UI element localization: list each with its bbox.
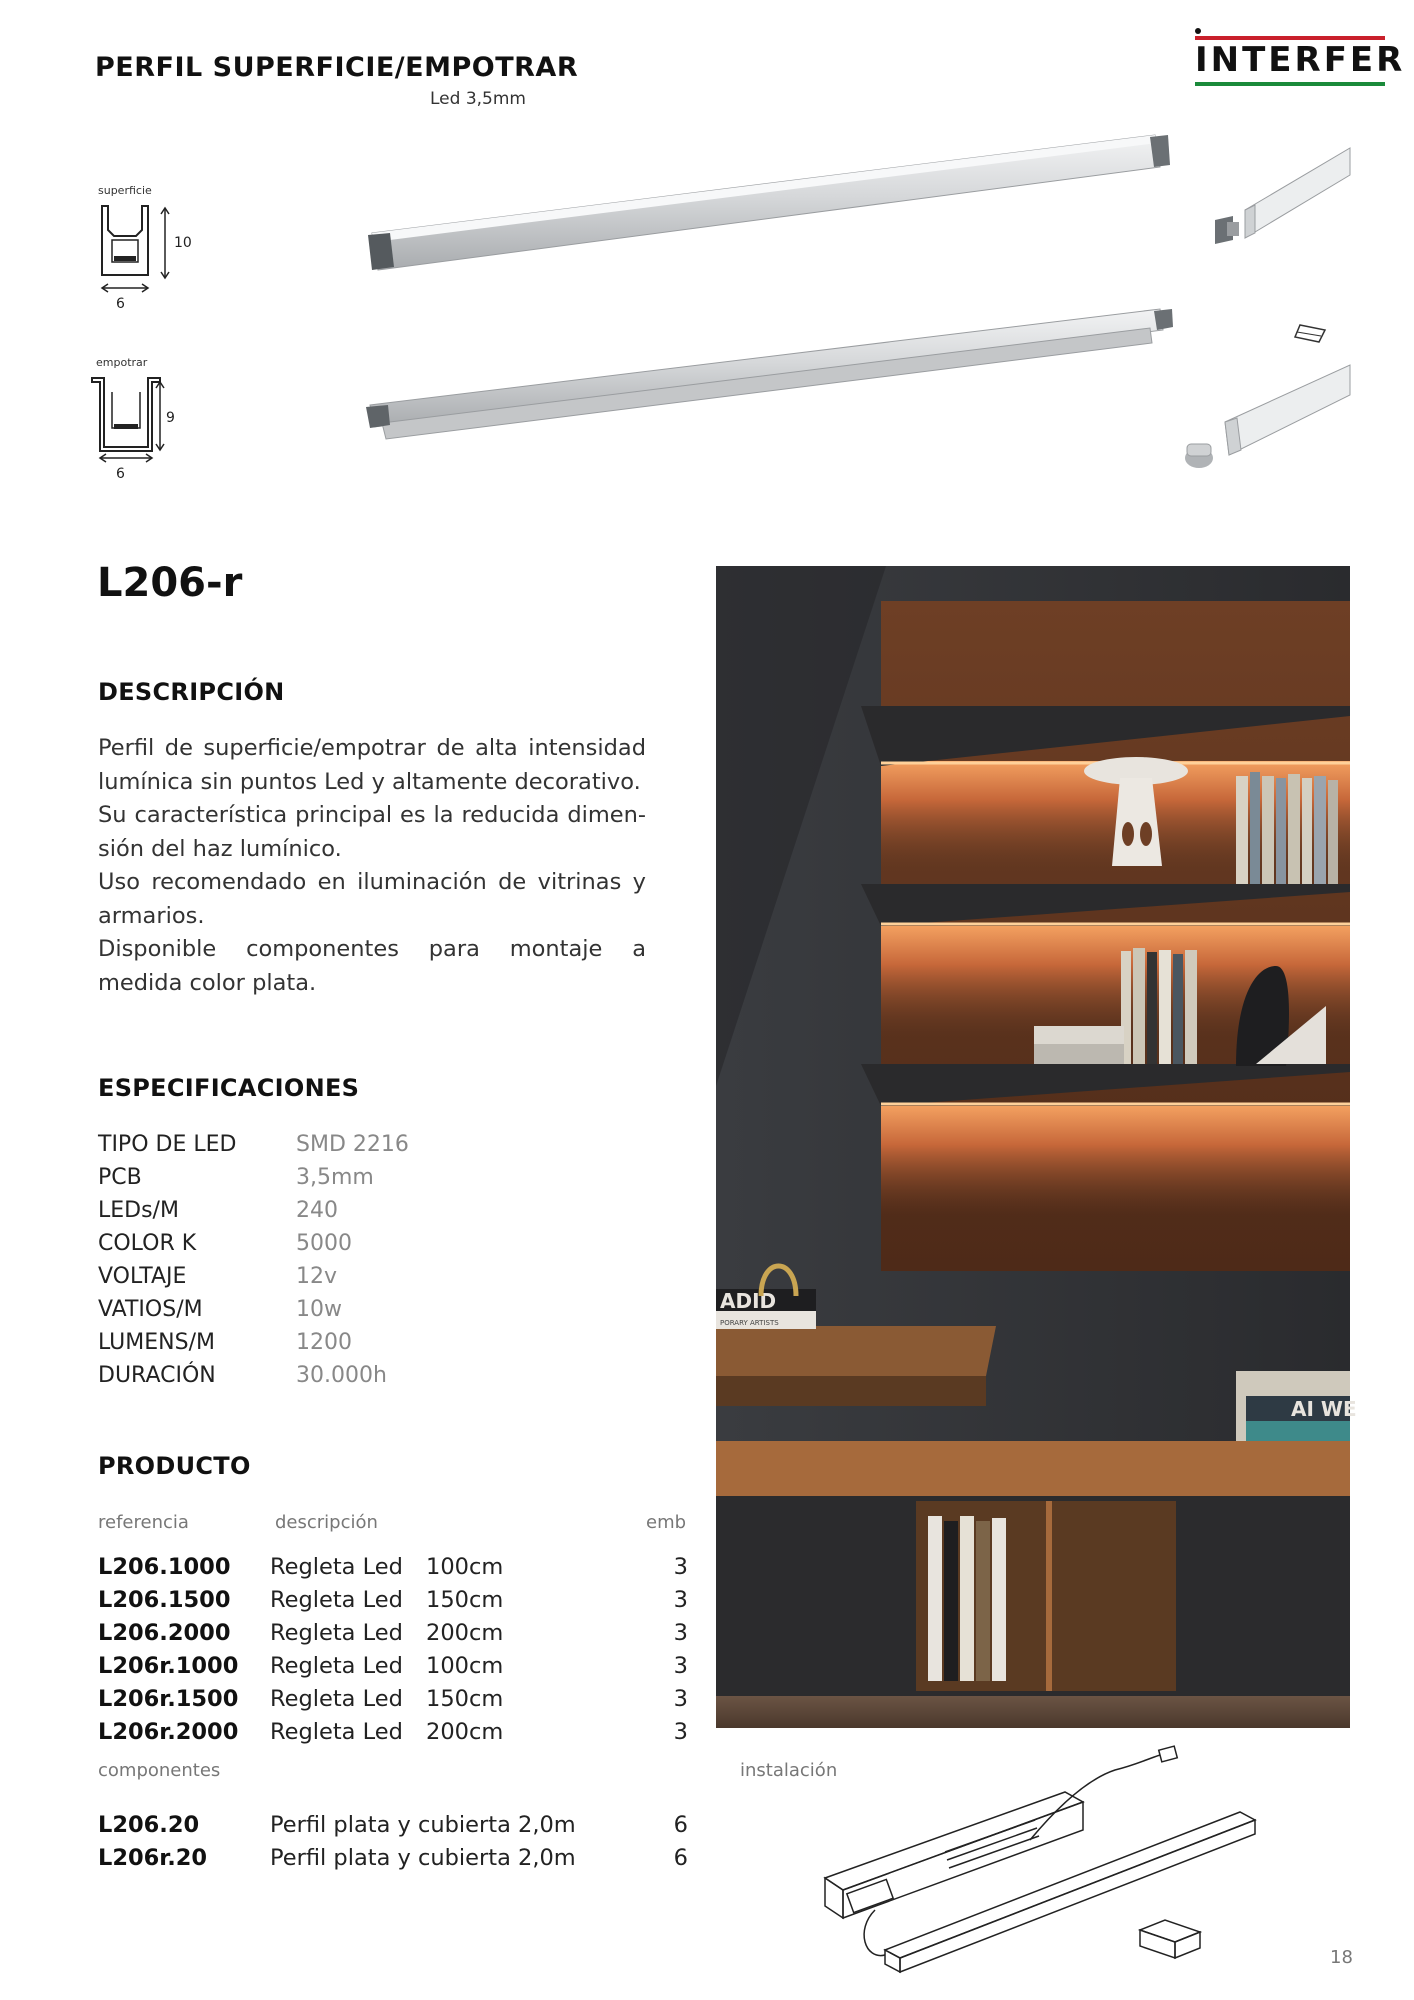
product-desc: Regleta Led: [270, 1719, 403, 1745]
end-cap-surface: [1215, 148, 1350, 244]
product-size: 200cm: [426, 1719, 504, 1745]
spec-key: LEDs/M: [98, 1198, 179, 1223]
specs-heading: ESPECIFICACIONES: [98, 1074, 360, 1102]
spec-value: 10w: [296, 1297, 342, 1322]
product-ref: L206r.1000: [98, 1653, 239, 1679]
spec-row: [98, 1198, 518, 1231]
book-spine-text: AI WE: [1291, 1397, 1357, 1421]
page-title: PERFIL SUPERFICIE/EMPOTRAR: [95, 52, 579, 83]
component-ref: L206r.20: [98, 1845, 208, 1871]
product-heading: PRODUCTO: [98, 1452, 251, 1480]
product-ref: L206r.1500: [98, 1686, 239, 1712]
product-emb: 3: [673, 1653, 688, 1679]
page-number: 18: [1330, 1947, 1353, 1968]
product-row: [98, 1554, 688, 1587]
book-spine-text: ADID: [720, 1289, 777, 1313]
product-emb: 3: [673, 1620, 688, 1646]
description-paragraph: Su característica principal es la reducida dimen-sión del haz lumínico.: [98, 802, 646, 862]
spec-key: VATIOS/M: [98, 1297, 203, 1322]
surface-label: superficie: [98, 184, 152, 197]
spec-value: 1200: [296, 1330, 352, 1355]
page-subtitle: Led 3,5mm: [430, 89, 526, 109]
product-size: 100cm: [426, 1653, 504, 1679]
product-emb: 3: [673, 1719, 688, 1745]
product-emb: 3: [673, 1686, 688, 1712]
component-row: [98, 1812, 688, 1845]
component-desc: Perfil plata y cubierta 2,0m: [270, 1812, 576, 1838]
description-paragraph: Perfil de superficie/empotrar de alta intensidad lumínica sin puntos Led y altamente decorativo.: [98, 735, 646, 795]
spec-row: [98, 1330, 518, 1363]
column-header-emb: emb: [646, 1512, 687, 1533]
connector-clip: [1295, 325, 1325, 342]
product-desc: Regleta Led: [270, 1587, 403, 1613]
surface-width-label: 6: [116, 296, 125, 312]
recessed-profile-bar: [366, 309, 1173, 439]
product-desc: Regleta Led: [270, 1653, 403, 1679]
spec-row: [98, 1132, 518, 1165]
product-ref: L206.2000: [98, 1620, 231, 1646]
recessed-label: empotrar: [96, 356, 148, 369]
surface-height-label: 10: [174, 235, 192, 251]
product-row: [98, 1686, 688, 1719]
end-cap-recessed: [1185, 365, 1350, 468]
product-size: 150cm: [426, 1686, 504, 1712]
description-paragraph: Uso recomendado en iluminación de vitrinas y armarios.: [98, 869, 646, 929]
spec-row: [98, 1165, 518, 1198]
product-desc: Regleta Led: [270, 1686, 403, 1712]
model-name: L206-r: [97, 560, 243, 606]
description-heading: DESCRIPCIÓN: [98, 678, 285, 706]
spec-key: PCB: [98, 1165, 142, 1190]
recessed-height-label: 9: [166, 410, 175, 426]
spec-row: [98, 1363, 518, 1396]
profile-renders: [360, 125, 1180, 455]
product-size: 100cm: [426, 1554, 504, 1580]
brand-name: INTERFER: [1195, 40, 1406, 80]
installation-label: instalación: [740, 1760, 838, 1781]
product-ref: L206r.2000: [98, 1719, 239, 1745]
product-row: [98, 1587, 688, 1620]
spec-value: 12v: [296, 1264, 338, 1289]
product-emb: 3: [673, 1587, 688, 1613]
spec-value: 3,5mm: [296, 1165, 374, 1190]
spec-key: LUMENS/M: [98, 1330, 215, 1355]
spec-row: [98, 1264, 518, 1297]
product-row: [98, 1653, 688, 1686]
surface-profile-bar: [368, 135, 1170, 270]
description-text: [98, 732, 646, 1000]
product-desc: Regleta Led: [270, 1554, 403, 1580]
spec-key: COLOR K: [98, 1231, 197, 1256]
components-label: componentes: [98, 1760, 221, 1781]
product-desc: Regleta Led: [270, 1620, 403, 1646]
spec-row: [98, 1231, 518, 1264]
product-emb: 3: [673, 1554, 688, 1580]
product-ref: L206.1000: [98, 1554, 231, 1580]
spec-key: VOLTAJE: [98, 1264, 187, 1289]
product-size: 200cm: [426, 1620, 504, 1646]
logo-green-bar: [1195, 82, 1385, 86]
spec-key: TIPO DE LED: [98, 1132, 237, 1157]
product-row: [98, 1719, 688, 1752]
component-ref: L206.20: [98, 1812, 200, 1838]
component-emb: 6: [673, 1812, 688, 1838]
column-header-reference: referencia: [98, 1512, 189, 1533]
spec-row: [98, 1297, 518, 1330]
component-row: [98, 1845, 688, 1878]
end-cap-details: [1185, 140, 1355, 485]
interior-photo: [716, 566, 1357, 1728]
book-spine-text: PORARY ARTISTS: [720, 1319, 779, 1327]
column-header-description: descripción: [275, 1512, 378, 1533]
spec-value: 30.000h: [296, 1363, 387, 1388]
spec-value: 5000: [296, 1231, 352, 1256]
component-desc: Perfil plata y cubierta 2,0m: [270, 1845, 576, 1871]
recessed-section-diagram: [90, 352, 210, 487]
spec-value: 240: [296, 1198, 338, 1223]
spec-key: DURACIÓN: [98, 1363, 216, 1388]
description-paragraph: Disponible componentes para montaje a medida color plata.: [98, 936, 646, 996]
brand-logo: [1195, 28, 1406, 86]
product-size: 150cm: [426, 1587, 504, 1613]
surface-section-diagram: [90, 180, 210, 315]
recessed-width-label: 6: [116, 466, 125, 482]
spec-value: SMD 2216: [296, 1132, 409, 1157]
product-ref: L206.1500: [98, 1587, 231, 1613]
installation-diagram: [815, 1740, 1270, 1980]
product-row: [98, 1620, 688, 1653]
component-emb: 6: [673, 1845, 688, 1871]
